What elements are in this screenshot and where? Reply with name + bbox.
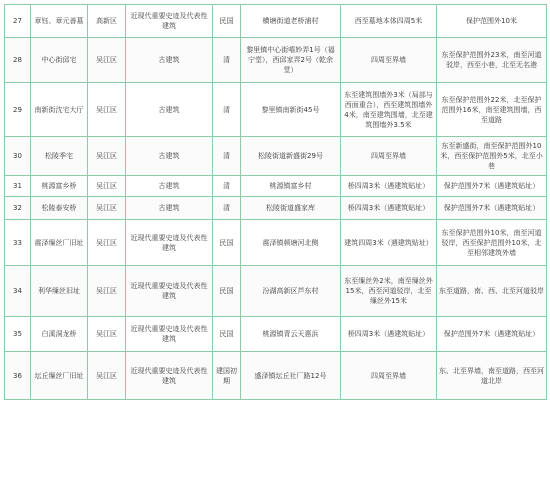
cell-construction-zone: 桥四周3米（遇建筑贴址） bbox=[341, 176, 437, 197]
cell-construction-zone: 四周至界墙 bbox=[341, 137, 437, 176]
table-row bbox=[5, 266, 547, 317]
cell-protection-zone: 保护范围外10米 bbox=[437, 5, 547, 38]
cell-number: 36 bbox=[5, 352, 31, 400]
cell-district: 吴江区 bbox=[88, 83, 126, 137]
cell-category: 古建筑 bbox=[126, 83, 213, 137]
cell-number: 33 bbox=[5, 220, 31, 266]
cell-construction-zone: 东至缫丝外2米，南至缫丝外15米，西至河道驳岸，北至缫丝外15米 bbox=[341, 266, 437, 317]
table-row bbox=[5, 137, 547, 176]
cell-construction-zone: 桥四周3米（遇建筑贴址） bbox=[341, 197, 437, 220]
cell-name: 震泽缫丝厂旧址 bbox=[31, 220, 88, 266]
table-row bbox=[5, 5, 547, 38]
cell-district: 吴江区 bbox=[88, 266, 126, 317]
cell-name: 中心街邱宅 bbox=[31, 38, 88, 83]
cell-name: 利华缫丝旧址 bbox=[31, 266, 88, 317]
cell-location: 横塘街道老桥浦村 bbox=[241, 5, 341, 38]
cell-district: 吴江区 bbox=[88, 38, 126, 83]
cell-name: 松陵泰安桥 bbox=[31, 197, 88, 220]
cell-location: 松陵街道盛家库 bbox=[241, 197, 341, 220]
cell-era: 民国 bbox=[213, 317, 241, 352]
table-row bbox=[5, 176, 547, 197]
cell-location: 盛泽镇坛丘社厂路12号 bbox=[241, 352, 341, 400]
cell-protection-zone: 东至保护范围外23米，南至河道驳岸，西至小巷，北至无名港 bbox=[437, 38, 547, 83]
cell-era: 民国 bbox=[213, 5, 241, 38]
cell-construction-zone: 东至建筑围墙外3米（局部与西面重合），西至建筑围墙外4米，南至建筑围墙，北至建筑围墙外3.5米 bbox=[341, 83, 437, 137]
cell-name: 松陵季宅 bbox=[31, 137, 88, 176]
cell-construction-zone: 四周至界墙 bbox=[341, 38, 437, 83]
cell-location: 桃源镇富乡村 bbox=[241, 176, 341, 197]
cell-name: 南新街沈宅大厅 bbox=[31, 83, 88, 137]
cell-location: 桃源镇青云天惠浜 bbox=[241, 317, 341, 352]
cell-era: 民国 bbox=[213, 266, 241, 317]
cell-protection-zone: 东、北至界墙，南至道路，西至河道北岸 bbox=[437, 352, 547, 400]
cell-location: 黎里镇南新街45号 bbox=[241, 83, 341, 137]
cell-protection-zone: 保护范围外7米（遇建筑贴址） bbox=[437, 176, 547, 197]
cell-protection-zone: 保护范围外7米（遇建筑贴址） bbox=[437, 317, 547, 352]
cell-district: 吴江区 bbox=[88, 176, 126, 197]
cell-number: 30 bbox=[5, 137, 31, 176]
cell-era: 民国 bbox=[213, 220, 241, 266]
cell-location: 汾湖高新区芦东村 bbox=[241, 266, 341, 317]
cell-district: 高新区 bbox=[88, 5, 126, 38]
cell-district: 吴江区 bbox=[88, 317, 126, 352]
cell-category: 近现代重要史迹及代表性建筑 bbox=[126, 352, 213, 400]
table-row bbox=[5, 83, 547, 137]
cell-district: 吴江区 bbox=[88, 220, 126, 266]
cell-protection-zone: 保护范围外7米（遇建筑贴址） bbox=[437, 197, 547, 220]
cell-protection-zone: 东至道路，南、西、北至河道驳岸 bbox=[437, 266, 547, 317]
cell-category: 古建筑 bbox=[126, 176, 213, 197]
cell-category: 近现代重要史迹及代表性建筑 bbox=[126, 317, 213, 352]
cell-number: 27 bbox=[5, 5, 31, 38]
cell-category: 古建筑 bbox=[126, 38, 213, 83]
cell-category: 近现代重要史迹及代表性建筑 bbox=[126, 266, 213, 317]
cell-name: 章钰、章元善墓 bbox=[31, 5, 88, 38]
table-body bbox=[5, 5, 547, 400]
cell-location: 黎里镇中心街嘻妙弄1号（福宁堂），西邱家弄2号（乾余堂） bbox=[241, 38, 341, 83]
cell-era: 清 bbox=[213, 197, 241, 220]
cell-era: 清 bbox=[213, 83, 241, 137]
cell-category: 近现代重要史迹及代表性建筑 bbox=[126, 220, 213, 266]
cell-era: 清 bbox=[213, 38, 241, 83]
cell-construction-zone: 桥四周3米（遇建筑贴址） bbox=[341, 317, 437, 352]
cell-category: 近现代重要史迹及代表性建筑 bbox=[126, 5, 213, 38]
table-row bbox=[5, 352, 547, 400]
cell-district: 吴江区 bbox=[88, 197, 126, 220]
cell-protection-zone: 东至保护范围外10米，南至河道驳岸，西至保护范围外10米，北至相邻建筑外墙 bbox=[437, 220, 547, 266]
cell-number: 31 bbox=[5, 176, 31, 197]
cell-protection-zone: 东至保护范围外22米，北至保护范围外16米，南至建筑围墙，西至道路 bbox=[437, 83, 547, 137]
cell-number: 35 bbox=[5, 317, 31, 352]
cell-era: 清 bbox=[213, 137, 241, 176]
cell-construction-zone: 四周至界墙 bbox=[341, 352, 437, 400]
table-row bbox=[5, 220, 547, 266]
table-row bbox=[5, 317, 547, 352]
cell-district: 吴江区 bbox=[88, 137, 126, 176]
cell-location: 震泽镇顿塘河北侧 bbox=[241, 220, 341, 266]
cell-era: 清 bbox=[213, 176, 241, 197]
cell-location: 松陵街道新盛街29号 bbox=[241, 137, 341, 176]
cell-name: 坛丘缫丝厂旧址 bbox=[31, 352, 88, 400]
cell-district: 吴江区 bbox=[88, 352, 126, 400]
cell-name: 白溪洞龙桥 bbox=[31, 317, 88, 352]
cell-construction-zone: 建筑四周3米（遇建筑贴址） bbox=[341, 220, 437, 266]
cell-number: 29 bbox=[5, 83, 31, 137]
cell-protection-zone: 东至新盛街，南至保护范围外10米，西至保护范围外5米，北至小巷 bbox=[437, 137, 547, 176]
heritage-protection-table bbox=[4, 4, 547, 400]
cell-number: 32 bbox=[5, 197, 31, 220]
table-row bbox=[5, 38, 547, 83]
cell-era: 建国初期 bbox=[213, 352, 241, 400]
cell-number: 28 bbox=[5, 38, 31, 83]
cell-number: 34 bbox=[5, 266, 31, 317]
cell-category: 古建筑 bbox=[126, 197, 213, 220]
cell-category: 古建筑 bbox=[126, 137, 213, 176]
cell-construction-zone: 西至墓地本体四周5米 bbox=[341, 5, 437, 38]
cell-name: 桃源富乡桥 bbox=[31, 176, 88, 197]
table-row bbox=[5, 197, 547, 220]
